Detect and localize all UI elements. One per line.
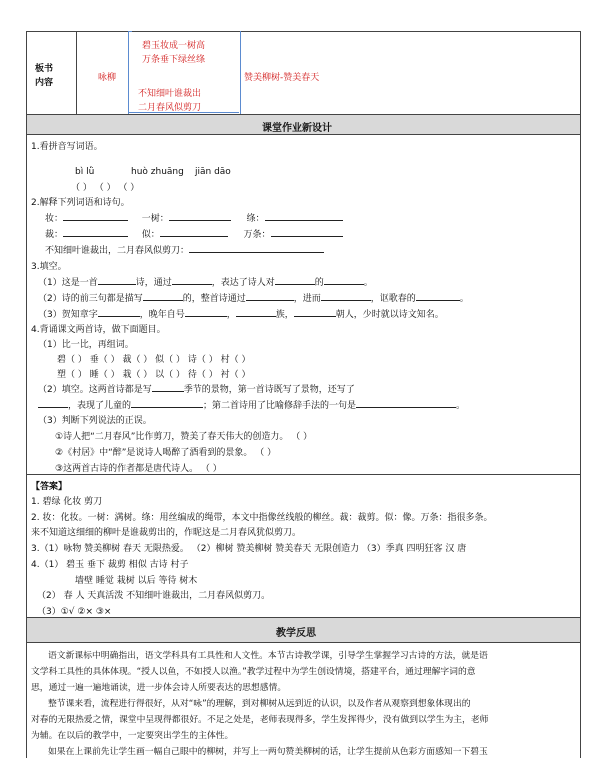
board-poem-line4: 二月春风似剪刀: [138, 103, 202, 113]
pinyin-3: jiān dāo: [195, 167, 231, 177]
homework-header-bottom: [26, 134, 581, 135]
q4-2-text-b: 季节的景物，第一首诗既写了景物，还写了: [183, 385, 355, 395]
pinyin-2: huò zhuāng: [131, 167, 184, 177]
q3-2-text-a: （2）诗的前三句都是描写: [38, 294, 143, 304]
q3-1-blank-b[interactable]: [172, 275, 212, 285]
board-poem-line1: 碧玉妆成一树高: [142, 41, 206, 51]
reflection-p1-l3: 思，通过一遍一遍地诵读，进一步体会诗人所要表达的思想感情。: [31, 683, 287, 693]
table-right-border: [580, 31, 581, 758]
q3-2-text-b: 的，整首诗通过: [182, 294, 246, 304]
answer-2-line2: 来不知道这细细的柳叶是谁裁剪出的，作昵这是二月春风犹似剪刀。: [31, 528, 302, 538]
q3-title: 3.填空。: [31, 262, 67, 272]
pinyin-1: bì lǜ: [75, 167, 95, 177]
q3-3-text-d: 族，: [275, 310, 294, 320]
answer-1: 1. 碧绿 化妆 剪刀: [31, 497, 103, 507]
board-label-divider: [76, 31, 77, 115]
q2-wantiao-label: 万条：: [243, 230, 271, 240]
q4-2-blank-a[interactable]: [152, 382, 184, 392]
judge-item-3: ③这两首古诗的作者都是唐代诗人。 （ ）: [55, 464, 222, 474]
reflection-p3-l1: 如果在上课前先让学生画一幅自己眼中的柳树，并写上一两句赞美柳树的话，让学生提前从色彩方面感知一下碧玉: [48, 747, 488, 757]
board-poem-line2: 万条垂下绿丝绦: [142, 55, 206, 65]
judge-item-1: ①诗人把“二月春风”比作剪刀，赞美了春天伟大的创造力。 （ ）: [55, 432, 313, 442]
q4-title: 4.背诵课文两首诗，做下面题目。: [31, 325, 166, 335]
q2-si-blank[interactable]: [160, 227, 228, 237]
answer-3: 3.（1）咏物 赞美柳树 春天 无限热爱。 （2）柳树 赞美柳树 赞美春天 无限创造力 （3）季真 四明狂客 汉 唐: [31, 544, 467, 554]
q2-title: 2.解释下列词语和诗句。: [31, 198, 130, 208]
q2-cai-label: 裁：: [45, 230, 64, 240]
q2-wantiao-blank[interactable]: [271, 227, 343, 237]
q3-1-text-b: 诗，通过: [135, 278, 172, 288]
q2-poem-blank[interactable]: [189, 243, 324, 253]
judge-item-2: ②《村居》中“醉”是说诗人喝醉了酒看到的景象。 （ ）: [55, 448, 277, 458]
q2-zhuang-blank[interactable]: [63, 211, 128, 221]
q3-2-text-c: ，进而: [293, 294, 321, 304]
q3-1-text-c: ，表达了诗人对: [211, 278, 275, 288]
q3-3-text-c: ，: [226, 310, 236, 320]
answers-top-border: [26, 474, 581, 475]
q4-sub2-line2: ，表现了儿童的 ；第二首诗用了比喻修辞手法的一句是 。: [38, 398, 465, 411]
board-label-line1: 板书: [35, 64, 54, 74]
q4-2-text-c: ，表现了儿童的: [68, 401, 132, 411]
board-label-line2: 内容: [35, 78, 54, 88]
q3-1-blank-c[interactable]: [275, 275, 315, 285]
q2-poem-label: 不知细叶谁裁出，二月春风似剪刀：: [45, 246, 190, 256]
q3-2-blank-d[interactable]: [416, 291, 460, 301]
q3-3-blank-d[interactable]: [294, 307, 336, 317]
q2-yishu-blank[interactable]: [169, 211, 231, 221]
reflection-p1-l2: 文学科工具性的具体体现。“授人以鱼，不如授人以渔。”教学过程中为学生创设情境，搭建平台，通过理解字词的意: [31, 667, 476, 677]
q3-item3: [38, 307, 444, 320]
q4-sub2-line1: [38, 382, 355, 395]
answers-title: 【答案】: [31, 482, 68, 492]
table-top-border: [26, 31, 581, 32]
answer-4-row1: 4.（1） 碧玉 垂下 裁剪 相似 古诗 村子: [31, 560, 189, 570]
board-left-word: 咏柳: [98, 73, 117, 83]
reflection-p2-l1: 整节课来看，流程进行得很好，从对“咏”的理解，到对柳树从远到近的认识，以及作者从观察到想象体现出的: [48, 699, 471, 709]
answer-4-sub2: （2） 春 人 天真活泼 不知细叶谁裁出，二月春风似剪刀。: [37, 591, 271, 601]
pinyin-answer-parens: （ ） （ ） （ ）: [71, 183, 140, 193]
q2-cai-blank[interactable]: [63, 227, 128, 237]
q2-row1: [45, 211, 343, 224]
q2-tao-blank[interactable]: [265, 211, 343, 221]
q4-sub3: （3）判断下列说法的正误。: [38, 416, 152, 426]
homework-title: 课堂作业新设计: [262, 123, 332, 134]
reflection-p1-l1: 语文新课标中明确指出，语文学科具有工具性和人文性。本节古诗教学课，引导学生掌握学习古诗的方法，就是语: [48, 651, 488, 661]
q2-tao-label: 绦：: [246, 214, 265, 224]
answer-2-line1: 2. 妆：化妆。一树：满树。绦：用丝编成的绳带，本文中指像丝线般的柳丝。裁：裁剪。似：像。万条：指很多条。: [31, 513, 493, 523]
q3-2-blank-c[interactable]: [321, 291, 371, 301]
q4-2-text-d: ；第二首诗用了比喻修辞手法的一句是: [203, 401, 357, 411]
q3-1-text-d: 的: [314, 278, 324, 288]
q3-1-blank-a[interactable]: [98, 275, 136, 285]
q3-3-text-e: 朝人，少时就以诗文知名。: [335, 310, 444, 320]
reflection-title: 教学反思: [276, 628, 316, 639]
q3-item1: （1）这是一首 诗，通过 ，表达了诗人对 的 。: [38, 275, 373, 288]
q2-si-label: 似：: [141, 230, 160, 240]
q4-2-blank-d[interactable]: [356, 398, 456, 408]
q3-2-blank-b[interactable]: [246, 291, 294, 301]
q3-2-text-d: ，讴歌春的: [370, 294, 416, 304]
q3-3-blank-b[interactable]: [185, 307, 227, 317]
q2-zhuang-label: 妆：: [45, 214, 64, 224]
q2-row2: [45, 227, 343, 240]
board-bracket-top-left: [128, 31, 132, 32]
board-right-text: 赞美柳树-赞美春天: [244, 73, 320, 83]
q3-3-blank-a[interactable]: [98, 307, 140, 317]
answer-4-row2: 墙壁 睡觉 栽树 以后 等待 树木: [75, 576, 198, 586]
q3-3-text-b: ，晚年自号: [139, 310, 185, 320]
q4-sub1: （1）比一比，再组词。: [38, 340, 134, 350]
board-poem-line3: 不知细叶谁裁出: [138, 89, 202, 99]
q4-2-blank-b[interactable]: [38, 398, 68, 408]
q3-item2: （2）诗的前三句都是描写 的，整首诗通过 ，进而 ，讴歌春的 。: [38, 291, 469, 304]
reflection-p2-l2: 对春的无限热爱之情，课堂中呈现得都很好。不足之处是，老师表现得多，学生发挥得少，没有做到以学生为主，老师: [31, 715, 489, 725]
table-left-border: [26, 31, 27, 758]
q4-2-text-a: （2）填空。这两首诗都是写: [38, 385, 152, 395]
compare-row-1: 碧（ ） 垂（ ） 裁（ ） 似（ ） 诗（ ） 村（ ）: [57, 355, 251, 365]
q3-3-blank-c[interactable]: [236, 307, 276, 317]
q3-3-text-a: （3）贺知章字: [38, 310, 98, 320]
answer-4-sub3: （3）①√ ②× ③×: [37, 607, 112, 617]
q2-yishu-label: 一树：: [141, 214, 169, 224]
q1-title: 1.看拼音写词语。: [31, 142, 103, 152]
q4-2-blank-c[interactable]: [131, 398, 203, 408]
compare-row-2: 塑（ ） 睡（ ） 栽（ ） 以（ ） 待（ ） 衬（ ）: [57, 370, 251, 380]
q3-1-blank-d[interactable]: [324, 275, 364, 285]
q3-2-blank-a[interactable]: [143, 291, 183, 301]
reflection-p2-l3: 为辅。在以后的教学中，一定要突出学生的主体性。: [31, 731, 234, 741]
q3-1-text-a: （1）这是一首: [38, 278, 98, 288]
reflection-header-bottom: [26, 642, 581, 643]
q2-row3: [45, 243, 324, 256]
